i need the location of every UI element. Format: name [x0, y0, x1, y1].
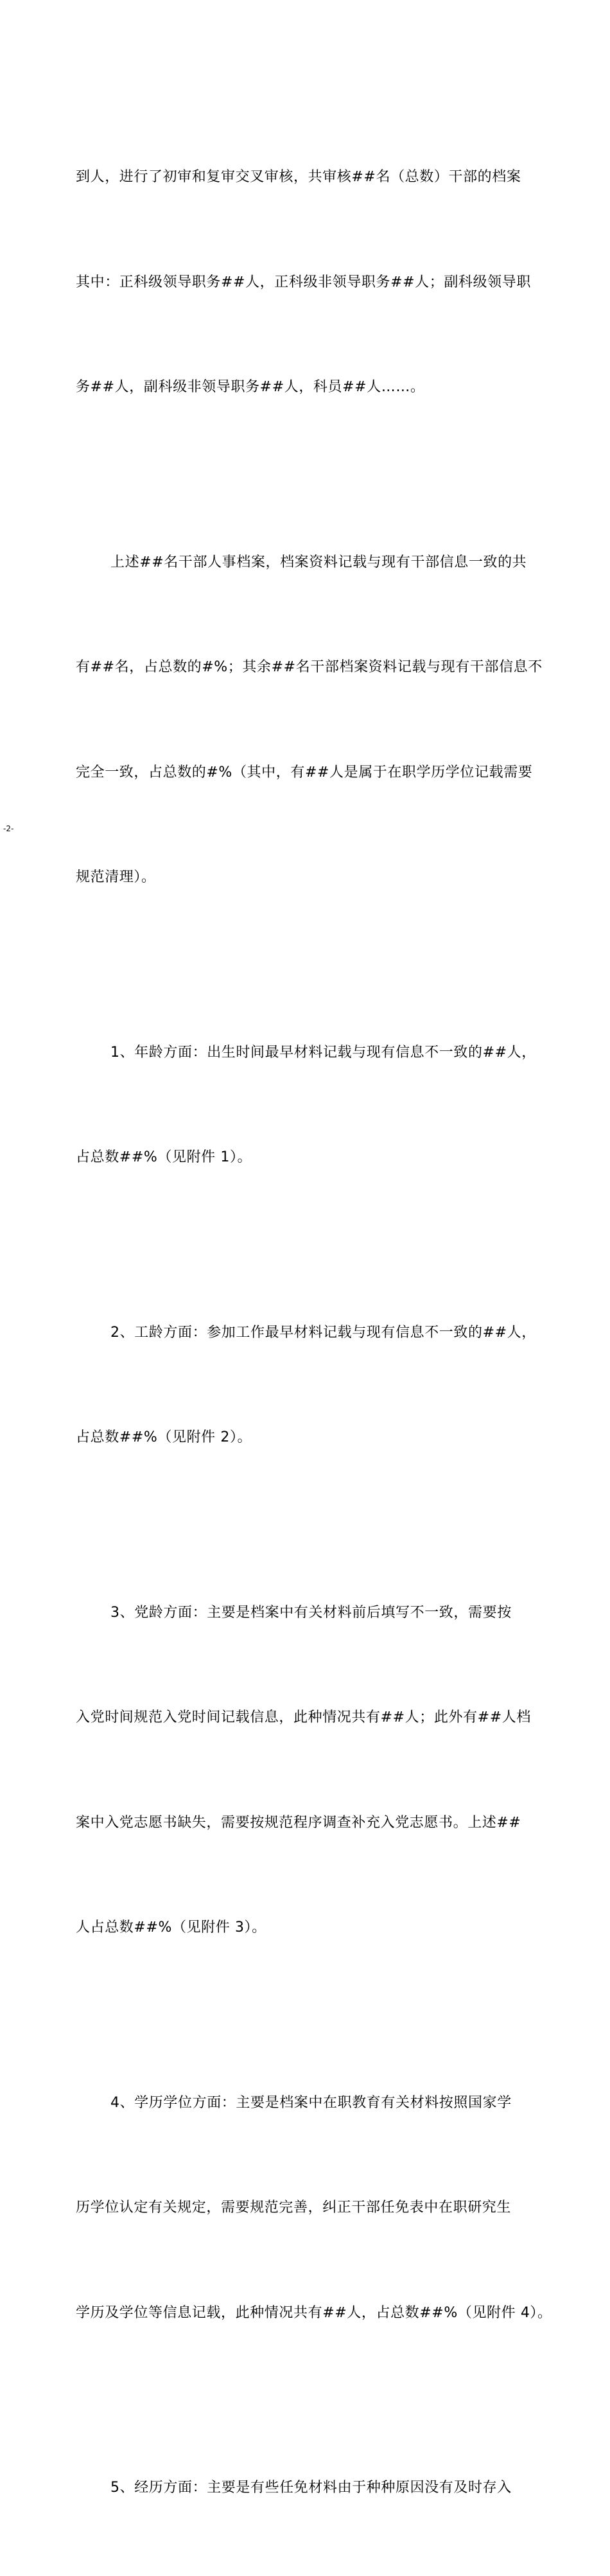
text-line: 规范清理）。	[76, 869, 156, 885]
text-line: 务##人，副科级非领导职务##人，科员##人……。	[76, 379, 425, 395]
paragraph-consistency-stats	[76, 475, 551, 966]
paragraph-review-summary	[76, 90, 551, 475]
text-line: 完全一致，占总数的#%（其中，有##人是属于在职学历学位记载需要	[76, 764, 533, 781]
text-line: 其中：正科级领导职务##人，正科级非领导职务##人；副科级领导职	[76, 274, 531, 290]
text-line: 学历及学位等信息记载，此种情况共有##人，占总数##%（见附件 4）。	[76, 2304, 552, 2321]
paragraph-item-experience	[76, 2401, 551, 2576]
text-line: 上述##名干部人事档案，档案资料记载与现有干部信息一致的共	[110, 554, 527, 570]
text-line: 入党时间规范入党时间记载信息，此种情况共有##人；此外有##人档	[76, 1709, 531, 1725]
text-line: 2、工龄方面：参加工作最早材料记载与现有信息不一致的##人，	[110, 1324, 536, 1341]
text-line: 历学位认定有关规定，需要规范完善，纠正干部任免表中在职研究生	[76, 2200, 512, 2216]
paragraph-item-age	[76, 966, 551, 1246]
text-line: 案中入党志愿书缺失，需要按规范程序调查补充入党志愿书。上述##	[76, 1814, 521, 1831]
page-number: -2-	[3, 824, 14, 833]
paragraph-item-work-years	[76, 1246, 551, 1526]
text-line: 占总数##%（见附件 1）。	[76, 1149, 252, 1165]
text-line: 3、党龄方面：主要是档案中有关材料前后填写不一致，需要按	[110, 1604, 512, 1621]
text-line: 4、学历学位方面：主要是档案中在职教育有关材料按照国家学	[110, 2094, 512, 2111]
document-body	[76, 90, 551, 2576]
text-line: 5、经历方面：主要是有些任免材料由于种种原因没有及时存入	[110, 2480, 512, 2496]
paragraph-item-party-years	[76, 1526, 551, 2016]
paragraph-item-education	[76, 2016, 551, 2401]
text-line: 到人，进行了初审和复审交叉审核，共审核##名（总数）干部的档案	[76, 169, 521, 185]
text-line: 1、年龄方面：出生时间最早材料记载与现有信息不一致的##人，	[110, 1044, 536, 1061]
text-line: 人占总数##%（见附件 3）。	[76, 1919, 266, 1936]
text-line: 有##名，占总数的#%；其余##名干部档案资料记载与现有干部信息不	[76, 659, 543, 675]
text-line: 占总数##%（见附件 2）。	[76, 1429, 252, 1445]
